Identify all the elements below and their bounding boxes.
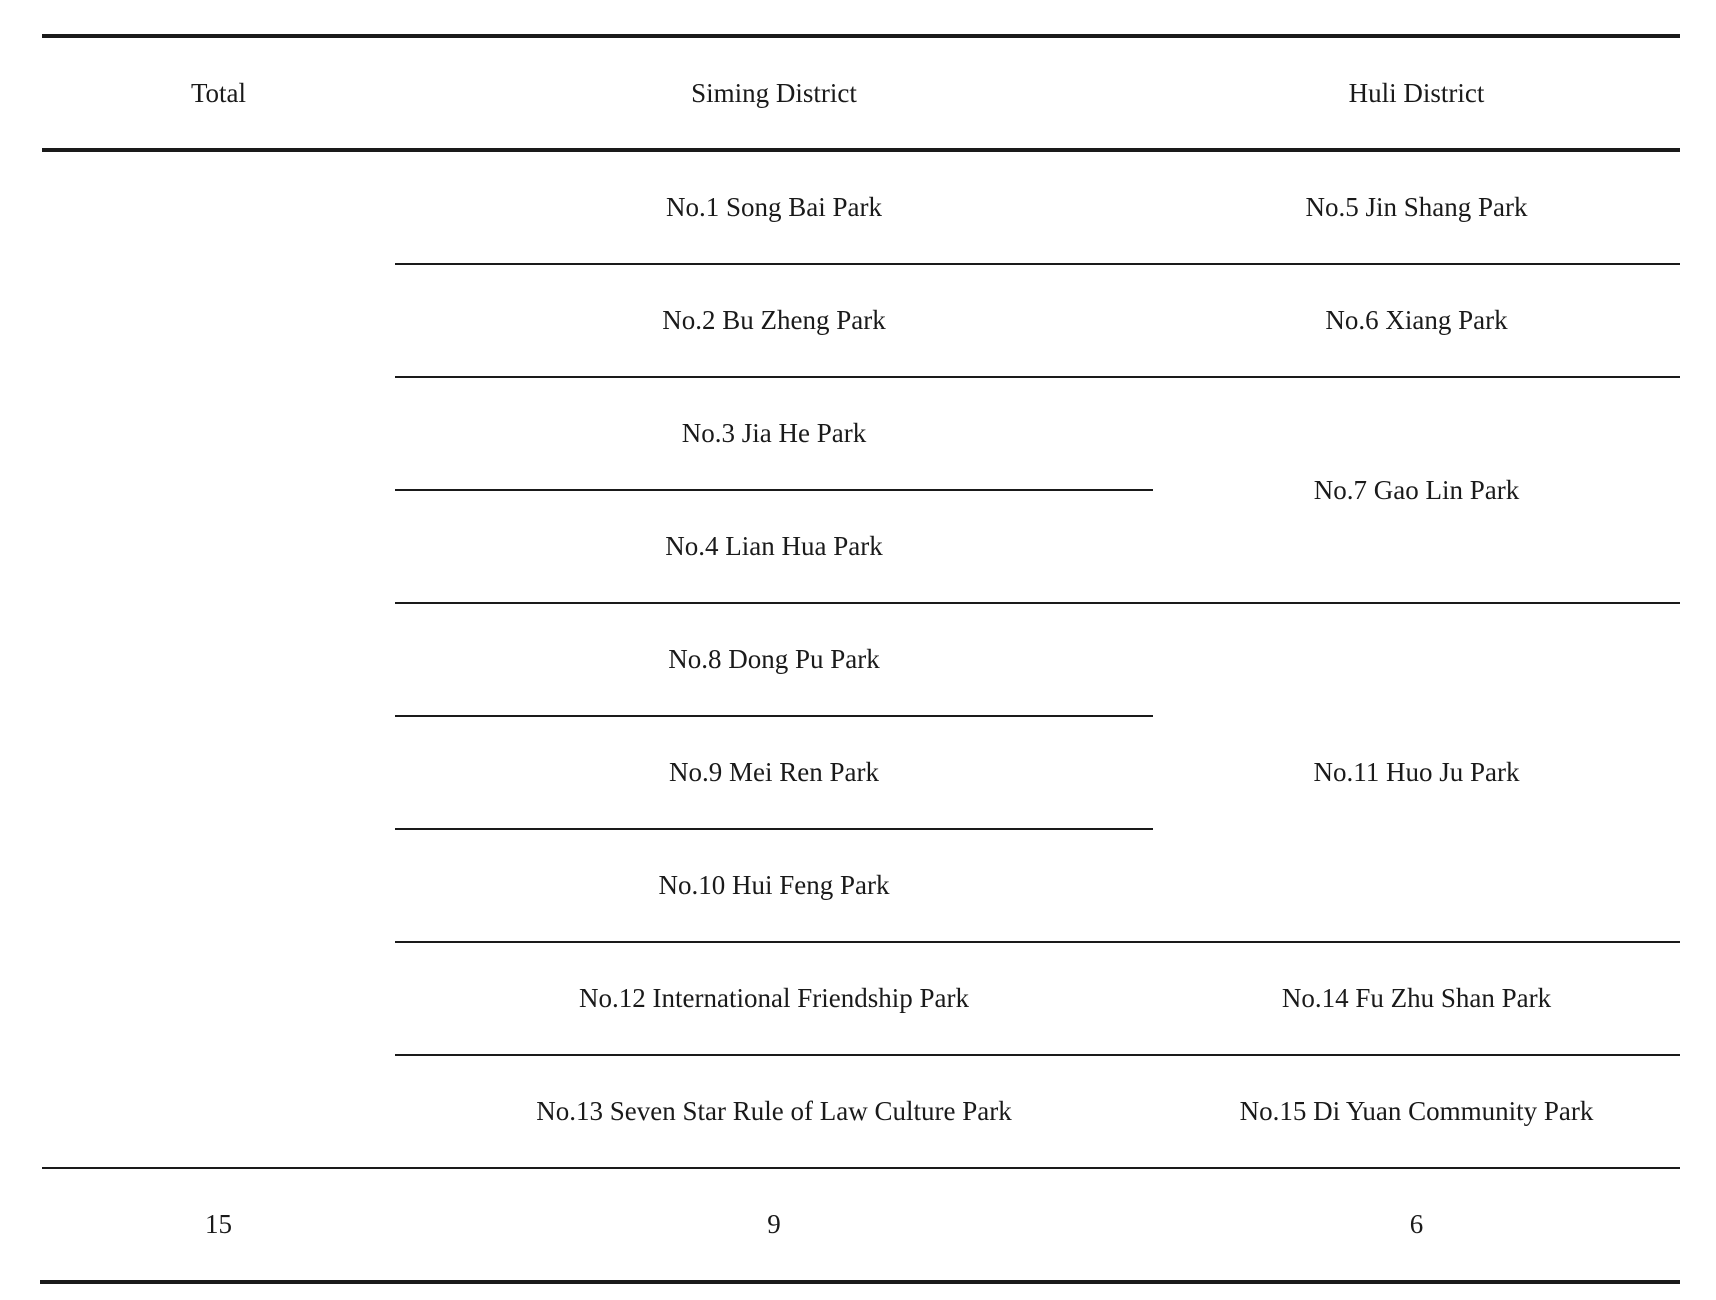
bottom-rule <box>40 1280 1680 1284</box>
huli-park-cell: No.7 Gao Lin Park <box>1313 474 1520 505</box>
siming-park-cell: No.3 Jia He Park <box>681 418 867 448</box>
huli-park-cell: No.11 Huo Ju Park <box>1313 757 1520 787</box>
total-count: 15 <box>205 1209 232 1239</box>
huli-park-cell: No.6 Xiang Park <box>1325 305 1508 335</box>
siming-park-cell: No.1 Song Bai Park <box>666 192 882 222</box>
siming-park-cell: No.2 Bu Zheng Park <box>662 305 886 335</box>
siming-count: 9 <box>767 1209 781 1239</box>
huli-park-cell: No.5 Jin Shang Park <box>1305 192 1528 222</box>
siming-park-cell: No.10 Hui Feng Park <box>658 870 890 900</box>
siming-park-cell: No.8 Dong Pu Park <box>668 644 880 674</box>
header-huli-district: Huli District <box>1348 77 1485 108</box>
huli-park-cell: No.14 Fu Zhu Shan Park <box>1281 983 1552 1013</box>
header-siming-district: Siming District <box>691 77 857 108</box>
huli-park-cell: No.15 Di Yuan Community Park <box>1239 1096 1594 1126</box>
siming-park-cell: No.4 Lian Hua Park <box>665 531 883 561</box>
huli-count: 6 <box>1409 1209 1424 1239</box>
header-total: Total <box>190 77 247 108</box>
siming-park-cell: No.13 Seven Star Rule of Law Culture Park <box>536 1096 1012 1126</box>
siming-park-cell: No.9 Mei Ren Park <box>669 757 879 787</box>
siming-park-cell: No.12 International Friendship Park <box>579 983 969 1013</box>
